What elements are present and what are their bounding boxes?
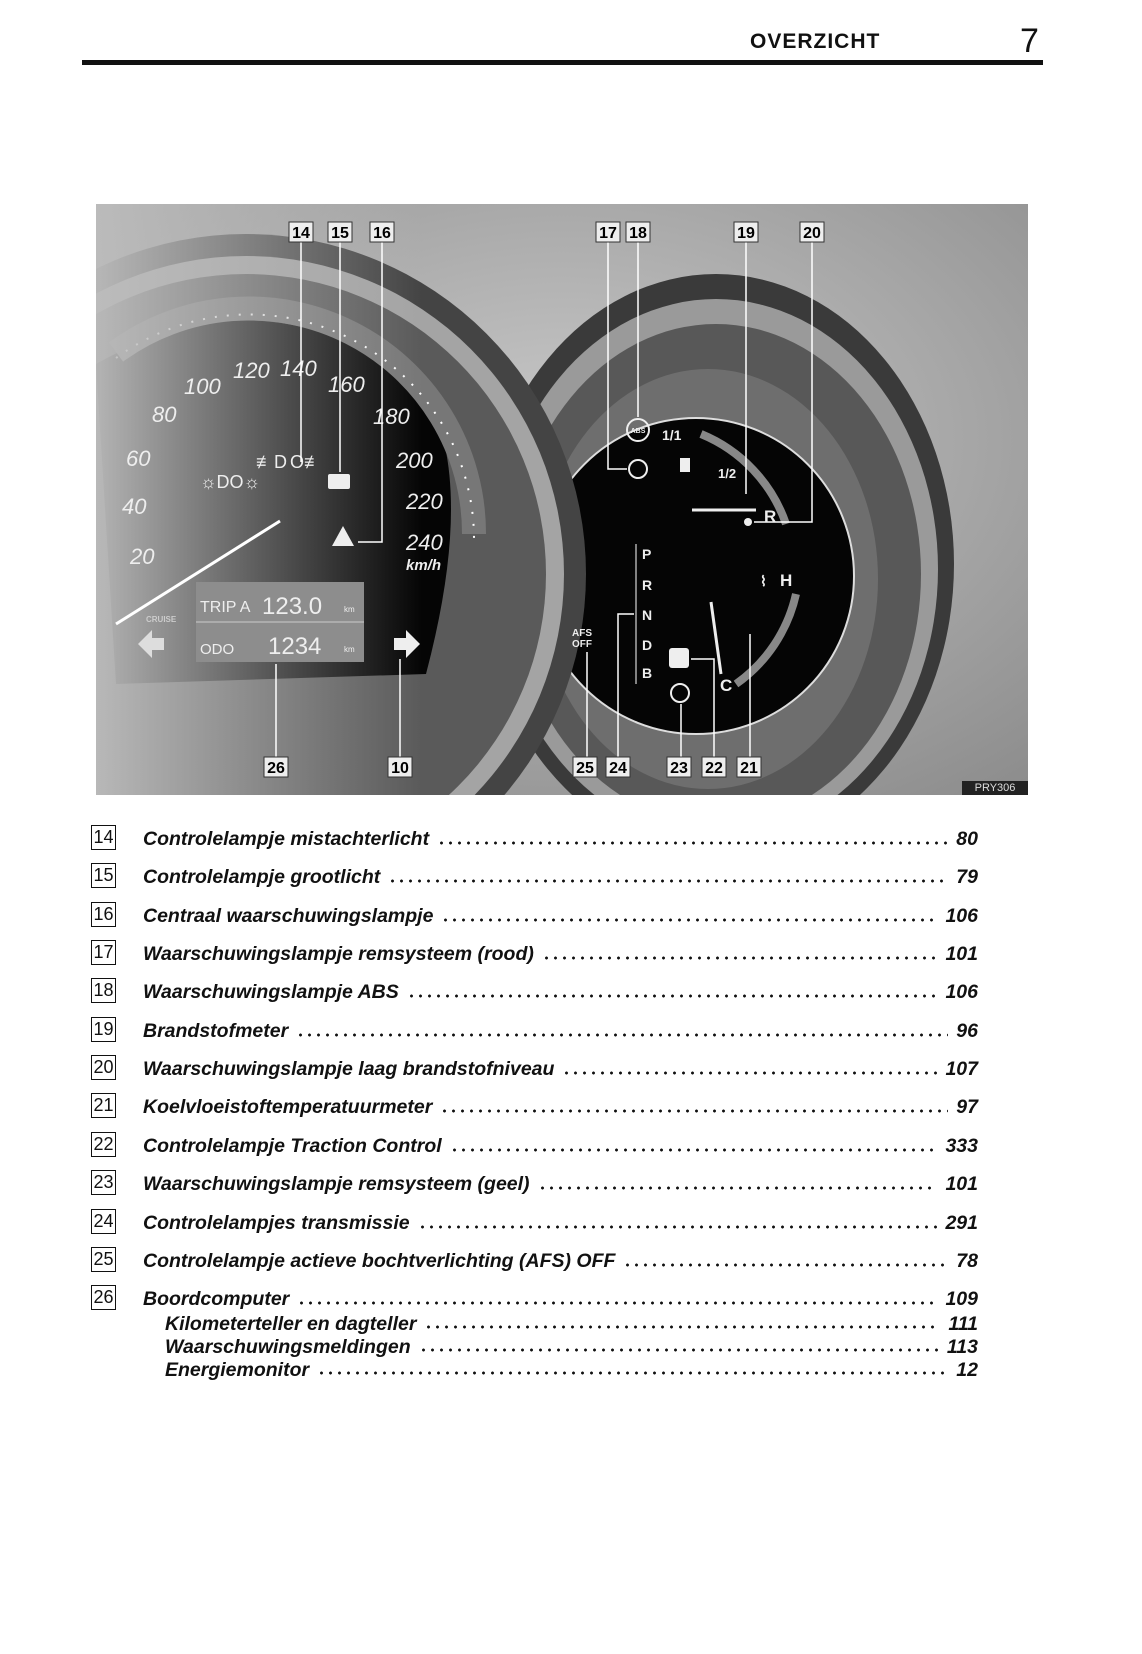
- svg-text:25: 25: [576, 760, 594, 777]
- front-fog-light-icon: ≢D: [256, 452, 287, 472]
- item-number: 15: [91, 863, 116, 888]
- leader-dots: [440, 1109, 948, 1113]
- item-page-link[interactable]: 96: [956, 1019, 978, 1042]
- item-number: 20: [91, 1055, 116, 1080]
- item-number: 19: [91, 1017, 116, 1042]
- item-page-link[interactable]: 79: [956, 866, 978, 889]
- gear-b: B: [642, 665, 653, 681]
- svg-text:26: 26: [267, 760, 285, 777]
- item-label: Controlelampje mistachterlicht: [143, 828, 430, 850]
- callout-21: [737, 757, 761, 777]
- afs-off-line2: OFF: [572, 639, 592, 650]
- item-page-link[interactable]: 78: [956, 1249, 978, 1272]
- traction-control-icon: [669, 648, 689, 668]
- trip-unit: km: [344, 605, 355, 614]
- item-label: Controlelampje Traction Control: [143, 1134, 442, 1157]
- speed-scale-200: 200: [396, 448, 433, 473]
- temp-cold-label: C: [720, 676, 733, 695]
- fuel-half-label: 1/2: [718, 466, 737, 481]
- legend-item: [91, 940, 978, 966]
- speed-scale-100: 100: [184, 374, 221, 399]
- legend-item: [91, 1055, 978, 1081]
- svg-text:10: 10: [391, 760, 409, 777]
- item-page-link[interactable]: 97: [956, 1096, 978, 1119]
- leader-dots: [424, 1325, 940, 1329]
- callout-20: [800, 222, 824, 242]
- legend-item: [91, 825, 978, 851]
- subitem-page-link[interactable]: 113: [946, 1336, 978, 1358]
- item-number: 22: [91, 1132, 116, 1157]
- item-number: 24: [91, 1209, 116, 1234]
- callout-17: [596, 222, 620, 242]
- speed-scale-80: 80: [152, 402, 177, 427]
- gear-d: D: [642, 637, 653, 653]
- subitem-label: Waarschuwingsmeldingen: [165, 1336, 411, 1358]
- speed-unit: km/h: [406, 557, 442, 574]
- item-label: Brandstofmeter: [143, 1019, 289, 1042]
- callout-19: [734, 222, 758, 242]
- gear-r: R: [642, 577, 653, 593]
- item-number: 26: [91, 1285, 116, 1310]
- fuel-reserve-label: R: [764, 507, 777, 526]
- item-page-link[interactable]: 101: [945, 943, 978, 966]
- legend-subitem: [165, 1335, 978, 1358]
- svg-text:16: 16: [373, 225, 391, 242]
- leader-dots: [388, 879, 948, 883]
- leader-dots: [450, 1148, 938, 1152]
- svg-text:24: 24: [609, 760, 627, 777]
- leader-dots: [418, 1225, 938, 1229]
- legend-subitem: [165, 1312, 978, 1335]
- trip-label: TRIP A: [200, 599, 251, 616]
- item-label: Boordcomputer: [143, 1288, 290, 1311]
- multi-information-display: [196, 582, 364, 662]
- speed-scale-220: 220: [406, 489, 443, 514]
- item-number: 17: [91, 940, 116, 965]
- legend-item: [91, 1285, 978, 1311]
- item-number: 18: [91, 978, 116, 1003]
- fuel-pump-icon: [680, 458, 690, 472]
- item-label: Controlelampjes transmissie: [143, 1211, 410, 1234]
- abs-label: ABS: [630, 428, 646, 435]
- item-label: Controlelampje actieve bochtverlichting (AFS) OFF: [143, 1249, 616, 1272]
- position-lights-icon: ☼DO☼: [200, 472, 260, 492]
- section-title: OVERZICHT: [750, 30, 881, 53]
- callout-16: [370, 222, 394, 242]
- subitem-label: Kilometerteller en dagteller: [165, 1313, 417, 1335]
- leader-dots: [317, 1371, 948, 1375]
- callout-22: [702, 757, 726, 777]
- callout-23: [667, 757, 691, 777]
- speed-scale-60: 60: [126, 446, 151, 471]
- odo-unit: km: [344, 645, 355, 654]
- low-fuel-indicator: [744, 518, 752, 526]
- afs-off-line1: AFS: [572, 628, 592, 639]
- odo-label: ODO: [200, 641, 235, 658]
- callout-18: [626, 222, 650, 242]
- item-page-link[interactable]: 106: [945, 904, 978, 927]
- leader-dots: [437, 841, 948, 845]
- item-page-link[interactable]: 291: [945, 1211, 978, 1234]
- item-label: Waarschuwingslampje remsysteem (geel): [143, 1173, 530, 1196]
- leader-dots: [419, 1348, 939, 1352]
- item-page-link[interactable]: 80: [956, 828, 978, 850]
- callout-15: [328, 222, 352, 242]
- legend-item: [91, 902, 978, 928]
- item-label: Waarschuwingslampje laag brandstofniveau: [143, 1058, 555, 1081]
- leader-dots: [538, 1186, 938, 1190]
- odo-value: 1234: [268, 633, 322, 660]
- item-page-link[interactable]: 107: [945, 1058, 978, 1081]
- speed-scale-180: 180: [373, 404, 410, 429]
- subitem-page-link[interactable]: 12: [956, 1359, 978, 1381]
- legend-item: [91, 1209, 978, 1235]
- item-label: Waarschuwingslampje remsysteem (rood): [143, 943, 534, 966]
- speed-scale-40: 40: [122, 494, 147, 519]
- item-label: Koelvloeistoftemperatuurmeter: [143, 1096, 433, 1119]
- item-page-link[interactable]: 106: [945, 981, 978, 1004]
- svg-text:21: 21: [740, 760, 758, 777]
- coolant-temp-icon: ⌇: [760, 573, 767, 589]
- item-label: Controlelampje grootlicht: [143, 866, 381, 889]
- speed-scale-20: 20: [130, 544, 155, 569]
- speed-scale-240: 240: [406, 530, 443, 555]
- leader-dots: [562, 1071, 937, 1075]
- item-number: 14: [91, 825, 116, 850]
- leader-dots: [542, 956, 938, 960]
- cruise-indicator: CRUISE: [146, 615, 177, 624]
- subitem-page-link[interactable]: 111: [948, 1313, 978, 1335]
- high-beam-icon: [328, 474, 350, 489]
- leader-dots: [623, 1263, 948, 1267]
- svg-text:20: 20: [803, 225, 821, 242]
- item-number: 25: [91, 1247, 116, 1272]
- item-page-link[interactable]: 101: [945, 1173, 978, 1196]
- legend-item: [91, 1247, 978, 1273]
- trip-value: 123.0: [262, 593, 323, 620]
- subitem-label: Energiemonitor: [165, 1359, 310, 1381]
- item-label: Waarschuwingslampje ABS: [143, 981, 399, 1004]
- svg-text:19: 19: [737, 225, 755, 242]
- leader-dots: [407, 994, 938, 998]
- leader-dots: [441, 918, 937, 922]
- svg-text:18: 18: [629, 225, 647, 242]
- svg-text:17: 17: [599, 225, 617, 242]
- svg-text:15: 15: [331, 225, 349, 242]
- item-number: 23: [91, 1170, 116, 1195]
- svg-text:22: 22: [705, 760, 723, 777]
- fuel-full-label: 1/1: [662, 427, 682, 443]
- item-page-link[interactable]: 333: [945, 1134, 978, 1157]
- rear-fog-light-icon: O≢: [290, 452, 323, 472]
- temp-hot-label: H: [780, 571, 793, 590]
- svg-text:14: 14: [292, 225, 310, 242]
- callout-25: [573, 757, 597, 777]
- legend-item: [91, 978, 978, 1004]
- leader-dots: [297, 1301, 937, 1305]
- leader-dots: [296, 1033, 948, 1037]
- gear-n: N: [642, 607, 653, 623]
- item-label: Centraal waarschuwingslampje: [143, 904, 434, 927]
- item-number: 21: [91, 1093, 116, 1118]
- legend-subitem: [165, 1358, 978, 1381]
- header-rule: [82, 60, 1043, 65]
- speed-scale-160: 160: [328, 372, 365, 397]
- speed-scale-120: 120: [233, 358, 270, 383]
- callout-14: [289, 222, 313, 242]
- figure-code: PRY306: [962, 781, 1028, 795]
- gear-p: P: [642, 546, 652, 562]
- callout-10: [388, 757, 412, 777]
- legend-item: [91, 1017, 978, 1043]
- page-number: 7: [1020, 22, 1039, 60]
- legend-item: [91, 1093, 978, 1119]
- legend-item: [91, 1132, 978, 1158]
- callout-24: [606, 757, 630, 777]
- callout-26: [264, 757, 288, 777]
- svg-text:23: 23: [670, 760, 688, 777]
- item-number: 16: [91, 902, 116, 927]
- item-page-link[interactable]: 109: [945, 1288, 978, 1311]
- instrument-cluster-illustration: [96, 204, 1028, 795]
- legend-item: [91, 863, 978, 889]
- speed-scale-140: 140: [280, 356, 317, 381]
- legend-item: [91, 1170, 978, 1196]
